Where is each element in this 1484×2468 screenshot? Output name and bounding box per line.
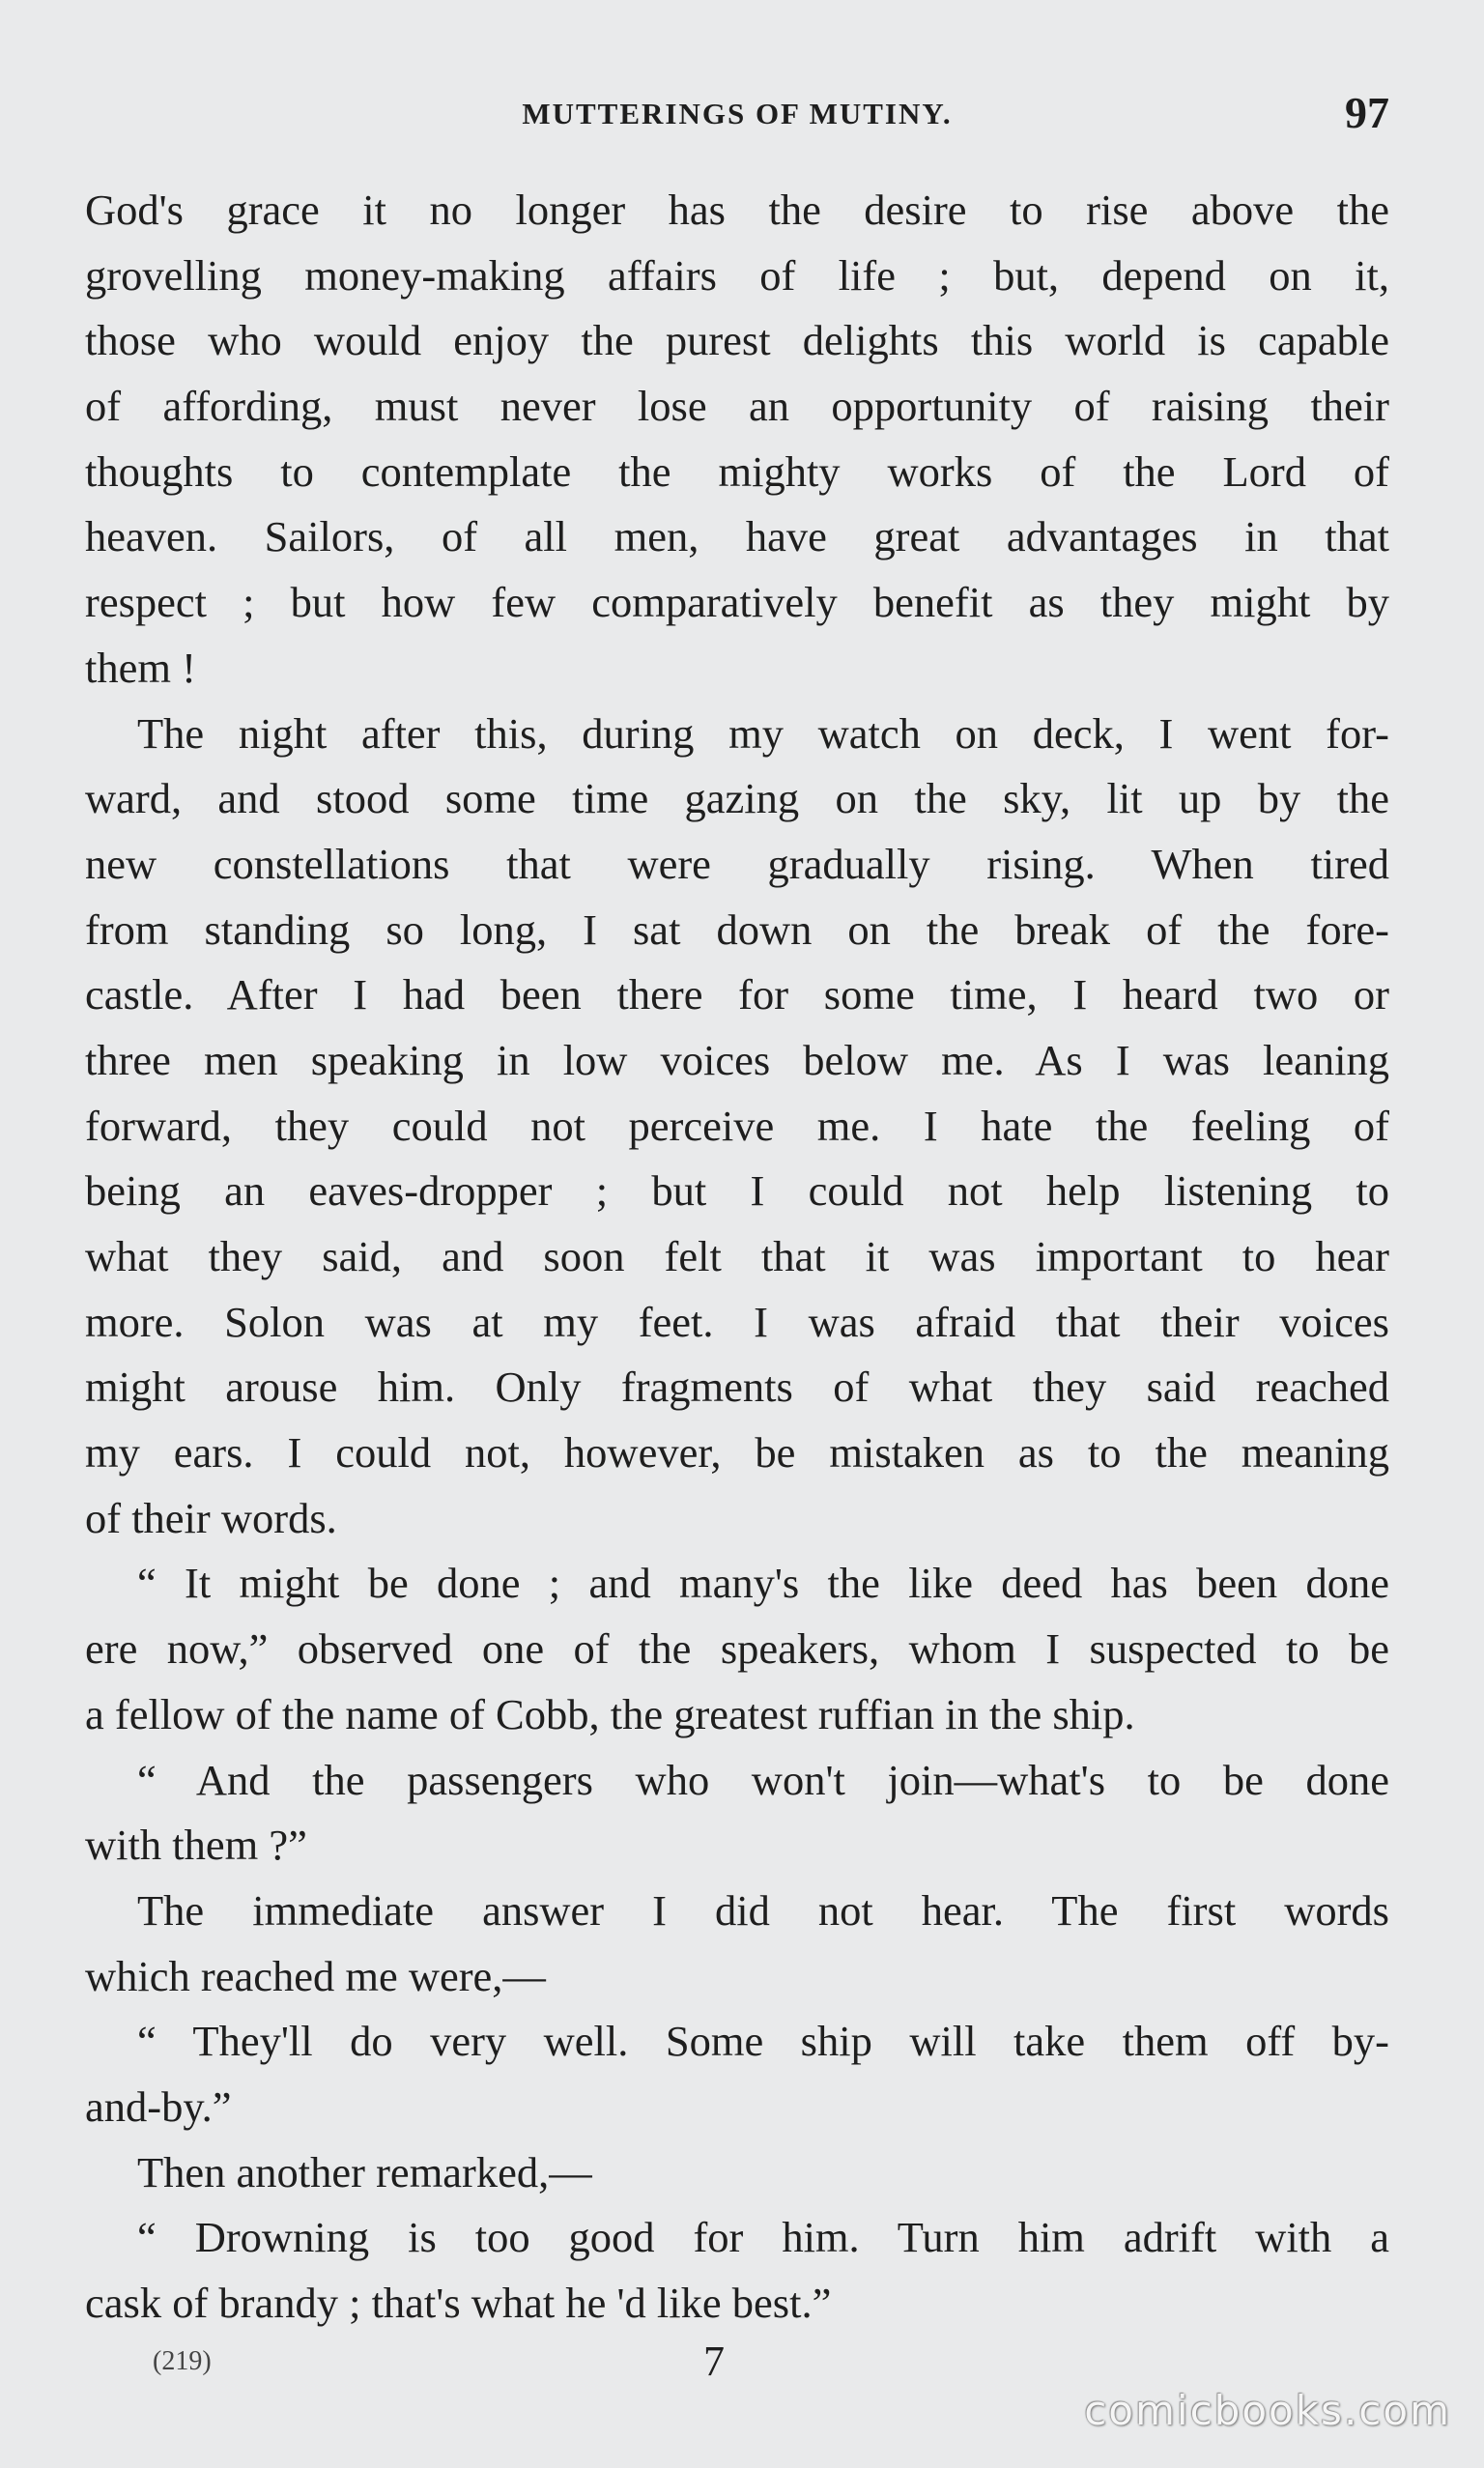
text-line: “ They'll do very well. Some ship will take them off by- bbox=[137, 2017, 1389, 2066]
watermark: comicbooks.com bbox=[1084, 2387, 1451, 2434]
running-title: MUTTERINGS OF MUTINY. bbox=[522, 97, 953, 130]
text-line: “ And the passengers who won't join—what's to be done bbox=[137, 1755, 1389, 1804]
text-line: God's grace it no longer has the desire to rise above the bbox=[85, 186, 1389, 234]
text-line: new constellations that were gradually rising. When tired bbox=[85, 839, 1389, 888]
text-line: The immediate answer I did not hear. The first words bbox=[137, 1885, 1389, 1935]
text-line: forward, they could not perceive me. I hate the feeling of bbox=[85, 1101, 1389, 1150]
text-line: my ears. I could not, however, be mistaken as to the meaning bbox=[85, 1428, 1389, 1478]
text-line: thoughts to contemplate the mighty works of the Lord of bbox=[85, 446, 1389, 496]
text-line: more. Solon was at my feet. I was afraid that their voices bbox=[85, 1297, 1389, 1346]
text-line: of their words. bbox=[85, 1493, 337, 1542]
text-line: cask of brandy ; that's what he 'd like best.” bbox=[85, 2279, 832, 2327]
text-line: those who would enjoy the purest delights this world is capable bbox=[85, 316, 1389, 365]
text-line: heaven. Sailors, of all men, have great advantages in that bbox=[85, 512, 1389, 561]
text-line: ward, and stood some time gazing on the sky, lit up by the bbox=[85, 774, 1389, 823]
running-head bbox=[85, 85, 1389, 143]
text-line: which reached me were,— bbox=[85, 1951, 546, 2000]
text-line: ere now,” observed one of the speakers, whom I suspected to be bbox=[85, 1624, 1389, 1674]
page-footer bbox=[85, 2337, 1389, 2395]
text-line: of affording, must never lose an opportunity of raising their bbox=[85, 382, 1389, 431]
folio-number: 7 bbox=[703, 2338, 725, 2385]
text-line: The night after this, during my watch on deck, I went for- bbox=[137, 708, 1389, 758]
text-line: respect ; but how few comparatively benefit as they might by bbox=[85, 578, 1389, 627]
text-line: three men speaking in low voices below me. As I was leaning bbox=[85, 1035, 1389, 1084]
text-line: them ! bbox=[85, 643, 196, 692]
text-line: might arouse him. Only fragments of what they said reached bbox=[85, 1363, 1389, 1412]
text-line: grovelling money-making affairs of life ; but, depend on it, bbox=[85, 250, 1389, 300]
text-line: “ Drowning is too good for him. Turn him adrift with a bbox=[137, 2213, 1389, 2262]
text-line: “ It might be done ; and many's the like deed has been done bbox=[137, 1559, 1389, 1608]
text-line: being an eaves-dropper ; but I could not help listening to bbox=[85, 1166, 1389, 1216]
page-number: 97 bbox=[1345, 88, 1389, 137]
body-text bbox=[85, 178, 1389, 2337]
text-line: and-by.” bbox=[85, 2081, 232, 2131]
text-line: what they said, and soon felt that it was important to hear bbox=[85, 1232, 1389, 1280]
text-line: a fellow of the name of Cobb, the greatest ruffian in the ship. bbox=[85, 1689, 1135, 1738]
text-line: with them ?” bbox=[85, 1821, 307, 1870]
signature-mark: (219) bbox=[153, 2346, 212, 2376]
text-line: castle. After I had been there for some time, I heard two or bbox=[85, 970, 1389, 1019]
text-line: from standing so long, I sat down on the break of the fore- bbox=[85, 904, 1389, 954]
text-line: Then another remarked,— bbox=[137, 2147, 592, 2196]
